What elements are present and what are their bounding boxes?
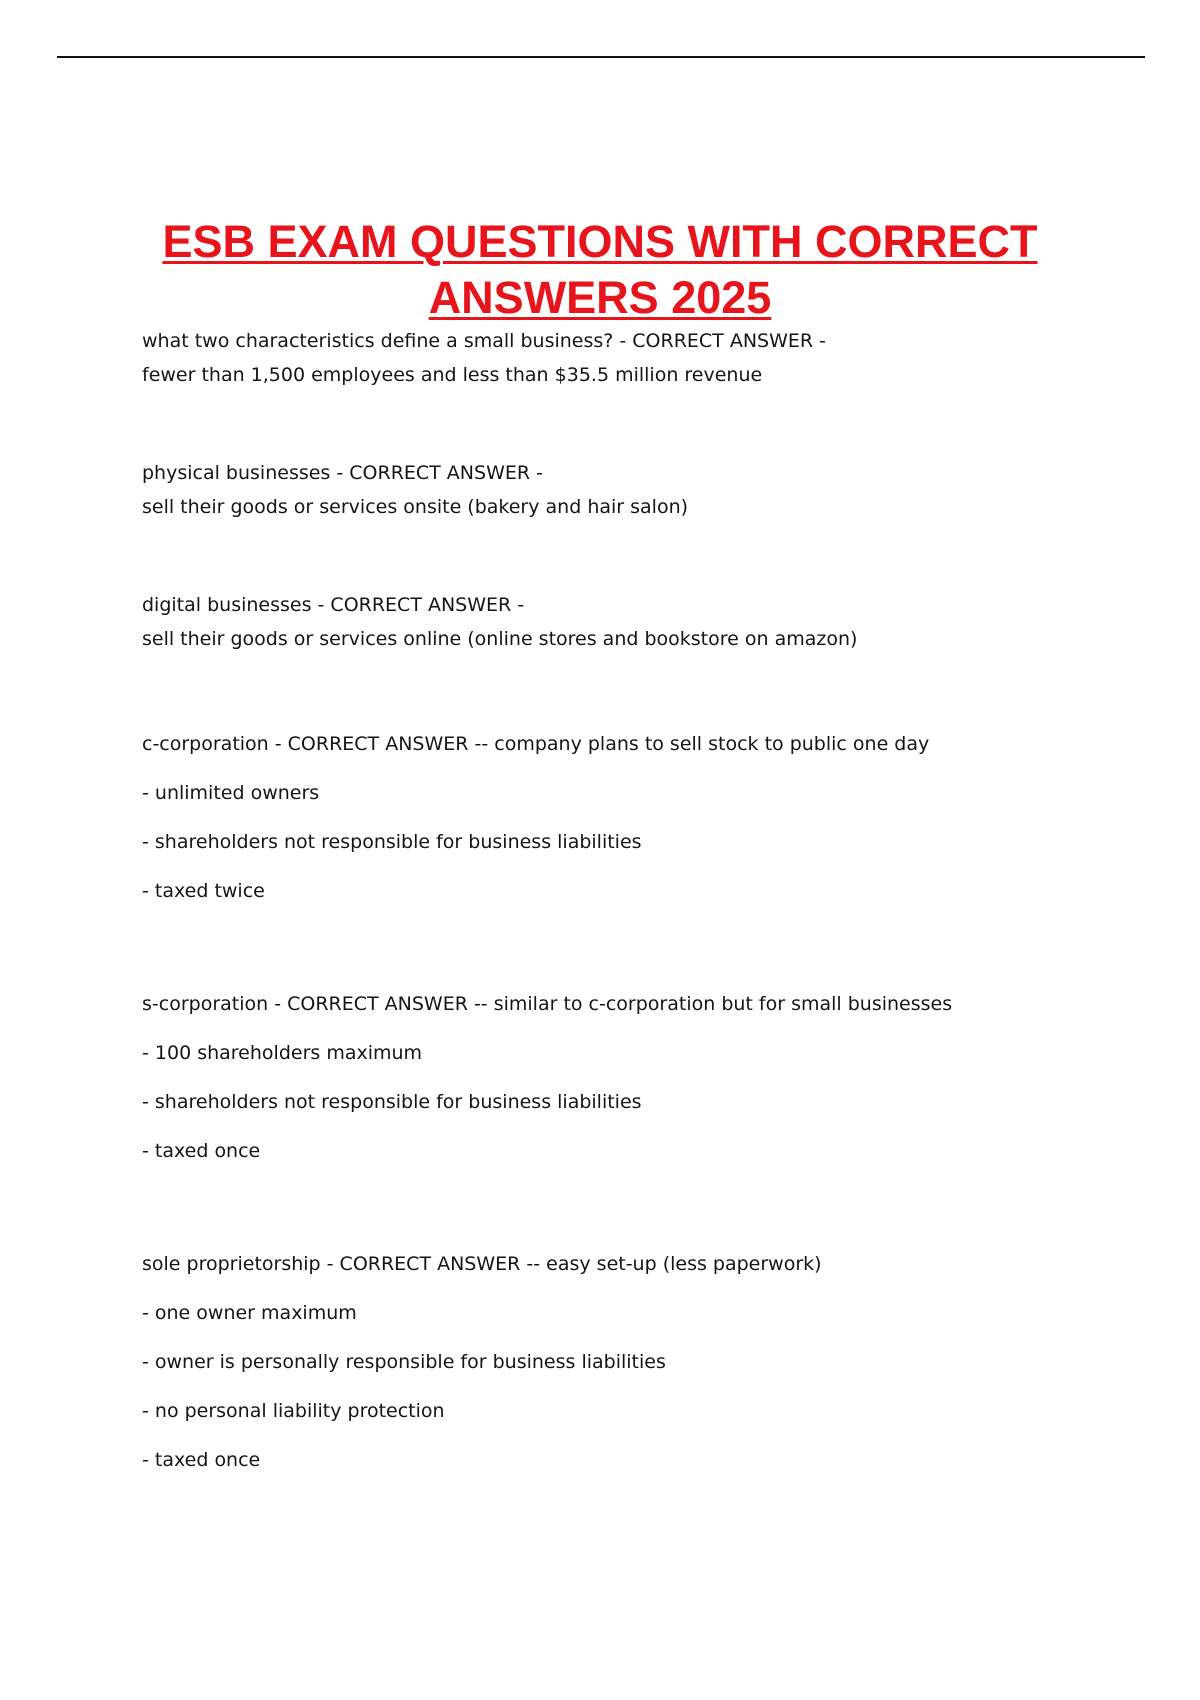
qa-point: - 100 shareholders maximum — [142, 1042, 423, 1064]
qa-answer: sell their goods or services online (online stores and bookstore on amazon) — [142, 628, 858, 650]
qa-question: digital businesses - CORRECT ANSWER - — [142, 594, 525, 616]
qa-question: what two characteristics define a small business? - CORRECT ANSWER - — [142, 330, 826, 352]
qa-point: - taxed once — [142, 1449, 261, 1471]
qa-question: sole proprietorship - CORRECT ANSWER -- easy set-up (less paperwork) — [142, 1253, 822, 1275]
qa-entry-physical-businesses — [142, 456, 1142, 524]
qa-point: - taxed once — [142, 1140, 261, 1162]
document-title: ESB EXAM QUESTIONS WITH CORRECT ANSWERS 2025 — [162, 216, 1038, 323]
qa-answer: sell their goods or services onsite (bakery and hair salon) — [142, 496, 689, 518]
qa-point: - shareholders not responsible for business liabilities — [142, 1091, 642, 1113]
qa-entry-c-corporation — [142, 720, 1142, 916]
qa-point: - taxed twice — [142, 880, 265, 902]
qa-list — [142, 324, 1142, 1549]
qa-entry-digital-businesses — [142, 588, 1142, 656]
header-rule — [57, 56, 1145, 58]
qa-question: physical businesses - CORRECT ANSWER - — [142, 462, 543, 484]
qa-point: - no personal liability protection — [142, 1400, 445, 1422]
qa-point: - unlimited owners — [142, 782, 320, 804]
qa-point: - one owner maximum — [142, 1302, 357, 1324]
qa-point: - shareholders not responsible for business liabilities — [142, 831, 642, 853]
qa-point: - owner is personally responsible for business liabilities — [142, 1351, 666, 1373]
qa-question: s-corporation - CORRECT ANSWER -- similar to c-corporation but for small businesses — [142, 993, 953, 1015]
qa-answer: fewer than 1,500 employees and less than $35.5 million revenue — [142, 364, 763, 386]
qa-entry-s-corporation — [142, 980, 1142, 1176]
qa-question: c-corporation - CORRECT ANSWER -- company plans to sell stock to public one day — [142, 733, 930, 755]
qa-entry-small-business — [142, 324, 1142, 392]
qa-entry-sole-proprietorship — [142, 1240, 1142, 1485]
